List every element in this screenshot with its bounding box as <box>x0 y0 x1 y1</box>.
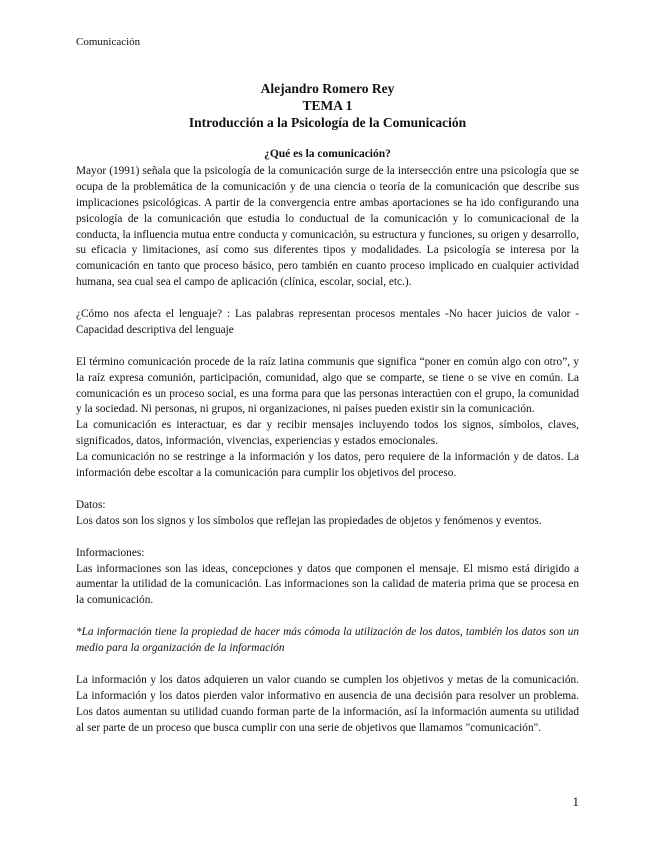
datos-label: Datos: <box>76 498 106 511</box>
paragraph-information: La comunicación no se restringe a la información y los datos, pero requiere de la información y de datos. La información debe escoltar a la comunicación para cumplir los objetivos del proceso. <box>76 451 579 480</box>
informaciones-label: Informaciones: <box>76 546 145 559</box>
datos-definition: Los datos son los signos y los símbolos que reflejan las propiedades de objetos y fenómenos y eventos. <box>76 514 542 527</box>
running-header: Comunicación <box>76 36 141 48</box>
title-block <box>76 80 579 131</box>
page-number: 1 <box>572 794 579 809</box>
document-body <box>76 147 579 736</box>
document-title: Introducción a la Psicología de la Comunicación <box>188 115 467 130</box>
topic-number: TEMA 1 <box>302 98 353 113</box>
paragraph-language: ¿Cómo nos afecta el lenguaje? : Las palabras representan procesos mentales -No hacer juicios de valor -Capacidad descriptiva del lenguaje <box>76 308 579 336</box>
informaciones-definition: Las informaciones son las ideas, concepciones y datos que componen el mensaje. El mismo está dirigido a aumentar la utilidad de la comunicación. Las informaciones son la calidad de materia prima que se procesa en la comunicación. <box>76 562 579 607</box>
author-name: Alejandro Romero Rey <box>260 81 395 96</box>
italic-note: *La información tiene la propiedad de hacer más cómoda la utilización de los datos, también los datos son un medio para la organización de la información <box>76 626 579 655</box>
paragraph-value: La información y los datos adquieren un valor cuando se cumplen los objetivos y metas de la comunicación. La información y los datos pierden valor informativo en ausencia de una decisión para resolver un problema. Los datos aumentan su utilidad cuando forman parte de la información, así la información aumenta su utilidad al ser parte de un proceso que busca cumplir con una serie de objetivos que llamamos "comunicación". <box>76 673 579 734</box>
paragraph-interaction: La comunicación es interactuar, es dar y recibir mensajes incluyendo todos los signos, símbolos, claves, significados, datos, información, vivencias, experiencias y estados emocionales. <box>76 419 579 448</box>
paragraph-intro: Mayor (1991) señala que la psicología de la comunicación surge de la intersección entre una psicología que se ocupa de la problemática de la comunicación y de una ciencia o teoría de la comunicación que describe sus implicaciones psicológicas. A partir de la convergencia entre ambas aportaciones se ha ido configurando una psicología de la comunicación que estudia lo conductual de la comunicación y lo comunicacional de la conducta, la influencia mutua entre conducta y comunicación, su estructura y funciones, su origen y desarrollo, su eficacia y limitaciones, así como sus diferentes tipos y modalidades. La psicología se interesa por la comunicación en tanto que proceso básico, pero también en cuanto proceso implicado en cualquier actividad humana, sea cual sea el campo de aplicación (clínica, escolar, social, etc.). <box>76 164 579 289</box>
section-heading: ¿Qué es la comunicación? <box>264 148 391 160</box>
paragraph-etymology: El término comunicación procede de la raíz latina communis que significa “poner en común algo con otro”, y la raíz expresa comunión, participación, comunidad, algo que se comparte, se tiene o se vive en común. La comunicación es un proceso social, es una forma para que las personas interactúen con el grupo, la comunidad y la sociedad. Ni personas, ni grupos, ni organizaciones, ni países pueden existir sin la comunicación. <box>76 355 579 416</box>
